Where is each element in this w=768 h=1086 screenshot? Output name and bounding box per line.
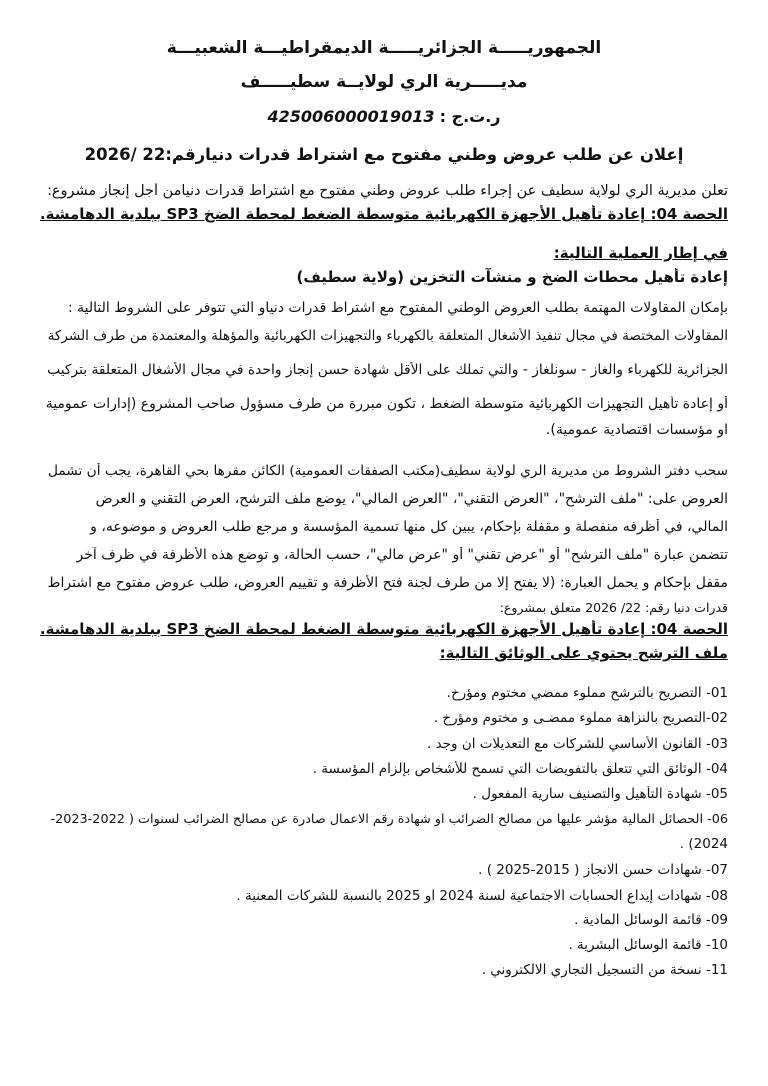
document-item: 04- الوثائق التي تتعلق بالتفويضات التي تسمح للأشخاص بإلزام المؤسسة . <box>312 761 728 777</box>
condition-line <box>40 300 728 316</box>
documents-heading: ملف الترشح يحتوي على الوثائق التالية: <box>439 644 728 662</box>
withdrawal-text: المالي، في أظرفه منفصلة و مقفلة بإحكام، يبين كل منها تسمية المؤسسة و مرجع طلب العروض و موضوعه، و <box>90 519 728 535</box>
withdrawal-text: سحب دفتر الشروط من مديرية الري لولاية سطيف(مكتب الصفقات العمومية) الكائن مقرها بحي القاهرة، يجب أن تشمل <box>48 463 728 479</box>
withdrawal-line <box>40 519 728 535</box>
announcement-title <box>40 145 728 164</box>
withdrawal-line <box>40 463 728 479</box>
directorate-name: مديـــــرية الري لولايــة سطيـــــف <box>240 72 528 92</box>
document-item: 09- قائمة الوسائل المادية . <box>574 912 728 928</box>
withdrawal-text: تتضمن عبارة "ملف الترشح" أو "عرض تقني" أو "عرض مالي"، حسب الحالة، و توضع هذه الأظرفة في ظرف آخر <box>76 547 728 563</box>
intro-text-content: تعلن مديرية الري لولاية سطيف عن إجراء طلب عروض وطني مفتوح مع اشتراط قدرات دنيامن أجل إنجاز مشروع: <box>47 183 728 199</box>
withdrawal-line <box>40 491 728 507</box>
condition-line <box>40 396 728 412</box>
intro-text <box>40 183 728 199</box>
tax-id-number: 425006000019013 <box>267 107 435 126</box>
document-item: 07- شهادات حسن الانجاز ( 2015-2025 ) . <box>478 862 728 878</box>
condition-line <box>40 422 728 438</box>
withdrawal-line <box>40 547 728 563</box>
lot-line-repeat <box>40 620 728 638</box>
operation-name: إعادة تأهيل محطات الضخ و منشآت التخزين (ولاية سطيف) <box>296 268 728 286</box>
condition-text: أو إعادة تأهيل التجهيزات الكهربائية متوسطة الضغط ، تكون مبررة من طرف مسؤول صاحب المشروع (إدارات عمومية <box>45 396 728 412</box>
republic-name: الجمهوريـــــة الجزائريـــــة الديمقراطيـــة الشعبيـــة <box>166 38 602 58</box>
withdrawal-line <box>40 575 728 591</box>
document-item <box>40 812 728 827</box>
condition-text: او مؤسسات اقتصادية عمومية). <box>545 422 728 438</box>
document-item: 03- القانون الأساسي للشركات مع التعديلات ان وجد . <box>427 736 728 752</box>
tax-id <box>40 107 728 126</box>
lot-line <box>40 205 728 223</box>
document-item: 05- شهادة التأهيل والتصنيف سارية المفعول . <box>472 786 728 802</box>
withdrawal-text: مقفل بإحكام و يحمل العبارة: (لا يفتح إلا من طرف لجنة فتح الأظرفة و تقييم العروض، طلب عروض مفتوح مع اشتراط <box>47 575 728 591</box>
tax-id-label: ر.ت.ج : <box>439 107 501 126</box>
document-item: 10- قائمة الوسائل البشرية . <box>568 937 728 953</box>
withdrawal-text: قدرات دنيا رقم: 22/ 2026 متعلق بمشروع: <box>499 600 728 615</box>
announcement-title-text: إعلان عن طلب عروض وطني مفتوح مع اشتراط قدرات دنيارقم:22 /2026 <box>84 145 684 164</box>
condition-line <box>40 328 728 344</box>
document-item: 11- نسخة من التسجيل التجاري الالكتروني . <box>481 962 728 978</box>
document-item: 08- شهادات إيداع الحسابات الاجتماعية لسنة 2024 او 2025 بالنسبة للشركات المعنية . <box>236 888 728 904</box>
withdrawal-line <box>40 600 728 615</box>
condition-text: المقاولات المختصة في مجال تنفيذ الأشغال المتعلقة بالكهرباء والتجهيزات الكهربائية والمؤهلة والمعتمدة من طرف الشركة <box>47 328 728 344</box>
condition-text: بإمكان المقاولات المهتمة بطلب العروض الوطني المفتوح مع اشتراط قدرات دنياو التي تتوفر على الشروط التالية : <box>67 300 728 316</box>
framework-heading: في إطار العملية التالية: <box>553 244 728 262</box>
document-item: 02-التصريح بالنزاهة مملوء ممضـى و مختوم ومؤرخ . <box>433 710 728 726</box>
withdrawal-text: العروض على: "ملف الترشح"، "العرض التقني"، "العرض المالي"، يوضع ملف الترشح، العرض التقني و العرض <box>95 491 728 507</box>
condition-line <box>40 362 728 378</box>
document-item: 01- التصريح بالترشح مملوء ممضي مختوم ومؤرخ. <box>446 685 728 701</box>
lot-line-content: الحصة 04: إعادة تأهيل الأجهزة الكهربائية متوسطة الضغط لمحطة الضخ SP3 ببلدية الدهامشة. <box>40 205 728 223</box>
document-item-continuation: 2024) . <box>679 836 728 852</box>
document-item-text: 06- الحصائل المالية مؤشر عليها من مصالح الضرائب او شهادة رقم الاعمال صادرة عن مصالح الضرائب لسنوات ( 2022-2023- <box>50 812 728 827</box>
condition-text: الجزائرية للكهرباء والغاز - سونلغاز - والتي تملك على الأقل شهادة حسن إنجاز واحدة في مجال الأشغال المتعلقة بتركيب <box>47 362 728 378</box>
lot-line-repeat-content: الحصة 04: إعادة تأهيل الأجهزة الكهربائية متوسطة الضغط لمحطة الضخ SP3 ببلدية الدهامشة. <box>40 620 728 638</box>
